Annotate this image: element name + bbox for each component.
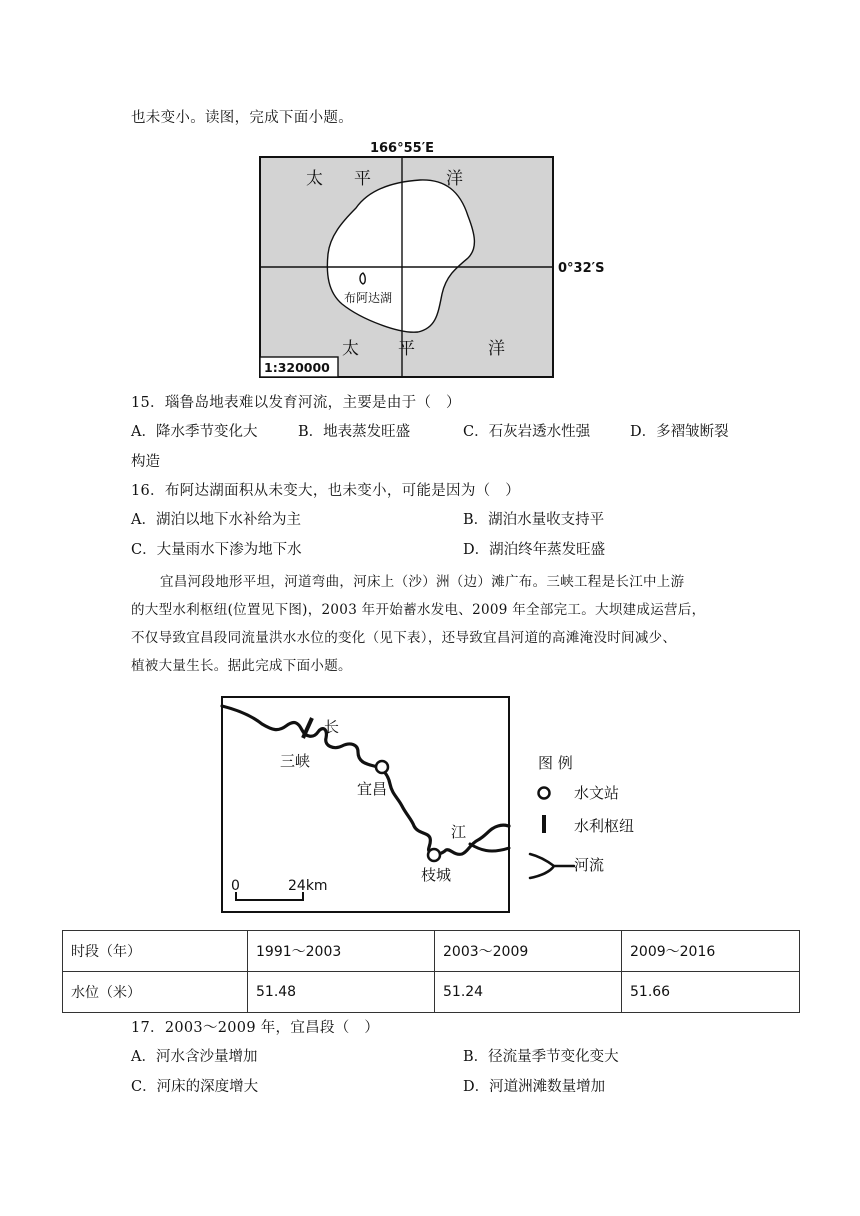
ocean-char-bottom-2: 平: [398, 339, 415, 359]
table-cell: 2003～2009: [435, 931, 622, 972]
table-cell: 时段（年）: [63, 931, 248, 972]
q16-option-c[interactable]: C．大量雨水下渗为地下水: [131, 542, 302, 558]
q16-option-b[interactable]: B．湖泊水量收支持平: [463, 512, 605, 528]
passage-line-1: 宜昌河段地形平坦，河道弯曲，河床上（沙）洲（边）滩广布。三峡工程是长江中上游: [160, 574, 685, 590]
passage-line-4: 植被大量生长。据此完成下面小题。: [131, 658, 352, 674]
q17-option-a[interactable]: A．河水含沙量增加: [131, 1049, 258, 1065]
ocean-char-top-3: 洋: [446, 169, 463, 189]
q17-option-d[interactable]: D．河道洲滩数量增加: [463, 1079, 606, 1095]
legend-river-label: 河流: [574, 856, 605, 874]
label-zhicheng: 枝城: [421, 866, 452, 884]
lake-label: 布阿达湖: [344, 291, 393, 305]
q17-option-b[interactable]: B．径流量季节变化变大: [463, 1049, 619, 1065]
map-frame: [222, 697, 509, 912]
longitude-label: 166°55′E: [369, 141, 435, 156]
q15-option-b[interactable]: B．地表蒸发旺盛: [298, 424, 411, 440]
q15-option-d[interactable]: D．多褶皱断裂: [630, 424, 729, 440]
legend-station-label: 水文站: [574, 784, 620, 802]
scale-value: 24km: [288, 878, 328, 894]
legend-title: 图 例: [538, 754, 573, 772]
q17-option-c[interactable]: C．河床的深度增大: [131, 1079, 259, 1095]
ocean-char-top-2: 平: [354, 169, 371, 189]
label-yichang: 宜昌: [357, 780, 388, 798]
label-chang: 长: [324, 718, 340, 736]
ocean-char-top-1: 太: [306, 169, 323, 189]
table-row: [63, 931, 800, 972]
q15-stem: 15．瑙鲁岛地表难以发育河流，主要是由于（ ）: [131, 395, 461, 411]
table-cell: 51.24: [435, 972, 622, 1013]
table-cell: 1991～2003: [248, 931, 435, 972]
table-cell: 51.66: [622, 972, 800, 1013]
q15-option-a[interactable]: A．降水季节变化大: [131, 424, 258, 440]
q16-option-a[interactable]: A．湖泊以地下水补给为主: [131, 512, 301, 528]
label-sanxia: 三峡: [280, 752, 311, 770]
legend-river-icon: [530, 854, 574, 878]
legend-station-icon: [539, 788, 550, 799]
scale-label: 1:320000: [264, 360, 330, 375]
table-row: [63, 972, 800, 1013]
table-cell: 51.48: [248, 972, 435, 1013]
lake-shape: [360, 273, 365, 284]
scale-zero: 0: [231, 878, 240, 894]
passage-line-2: 的大型水利枢纽(位置见下图)，2003 年开始蓄水发电、2009 年全部完工。大坝建成运营后，: [131, 602, 706, 618]
latitude-label: 0°32′S: [558, 261, 605, 276]
nauru-map: [250, 136, 610, 381]
water-level-table: [62, 930, 800, 1013]
q15-option-c[interactable]: C．石灰岩透水性强: [463, 424, 591, 440]
label-jiang: 江: [451, 823, 467, 841]
intro-text: 也未变小。读图，完成下面小题。: [131, 110, 353, 126]
legend-dam-label: 水利枢纽: [574, 817, 635, 835]
table-cell: 水位（米）: [63, 972, 248, 1013]
q15-option-d-wrap: 构造: [131, 454, 160, 470]
table-cell: 2009～2016: [622, 931, 800, 972]
zhicheng-station: [428, 849, 440, 861]
yichang-map: [218, 694, 638, 919]
yichang-station: [376, 761, 388, 773]
passage-line-3: 不仅导致宜昌段同流量洪水水位的变化（见下表），还导致宜昌河道的高滩淹没时间减少、: [131, 630, 677, 646]
ocean-char-bottom-3: 洋: [488, 339, 505, 359]
q16-option-d[interactable]: D．湖泊终年蒸发旺盛: [463, 542, 606, 558]
q16-stem: 16．布阿达湖面积从未变大，也未变小，可能是因为（ ）: [131, 483, 521, 499]
q17-stem: 17．2003～2009 年，宜昌段（ ）: [131, 1020, 380, 1036]
ocean-char-bottom-1: 太: [342, 339, 359, 359]
